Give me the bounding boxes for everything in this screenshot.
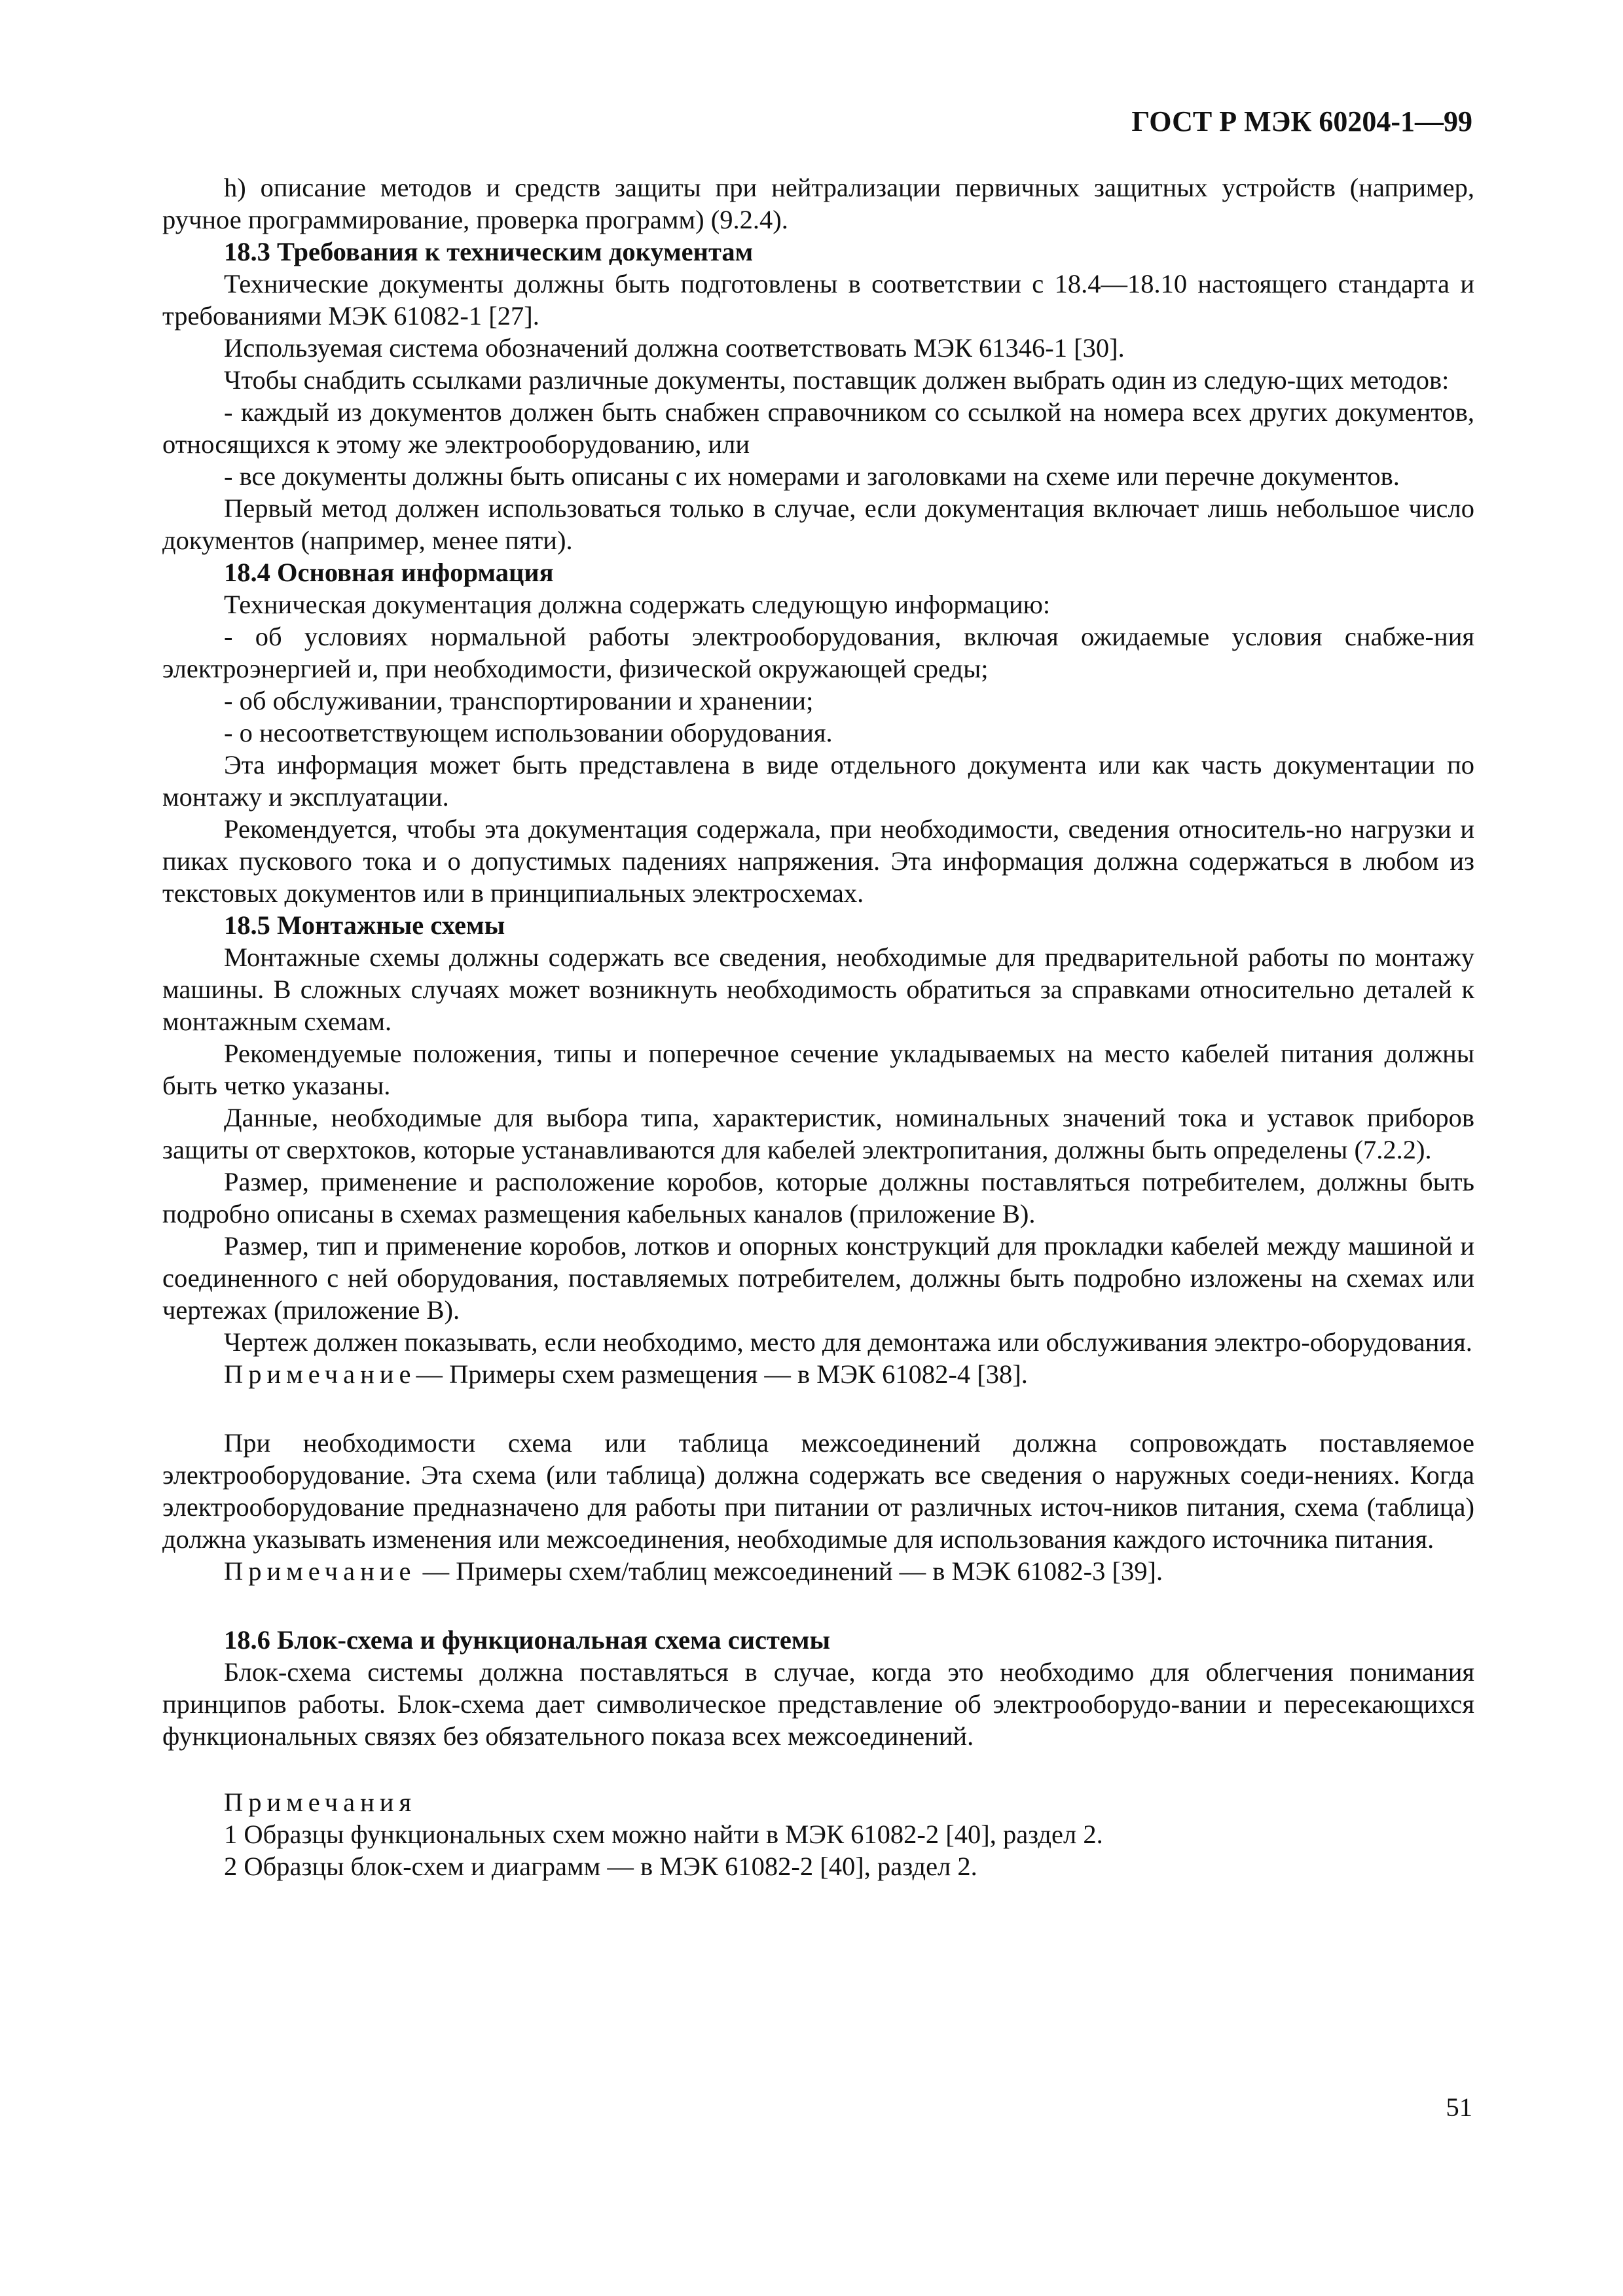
paragraph: Первый метод должен использоваться только в случае, если документация включает лишь небольшое число документов (например, менее пяти).: [162, 493, 1474, 555]
section-heading: 18.5 Монтажные схемы: [224, 910, 505, 940]
spacer: [162, 1587, 1474, 1624]
paragraph: Эта информация может быть представлена в виде отдельного документа или как часть документации по монтажу и эксплуатации.: [162, 750, 1474, 812]
document-body: [162, 171, 1474, 1882]
spacer: [162, 1390, 1474, 1427]
paragraph: Блок-схема системы должна поставляться в случае, когда это необходимо для облегчения понимания принципов работы. Блок-схема дает символическое представление об электрооборудо-вании и пересекающихся функциональных связях без обязательного показа всех межсоединений.: [162, 1657, 1474, 1751]
paragraph: Монтажные схемы должны содержать все сведения, необходимые для предварительной работы по монтажу машины. В сложных случаях может возникнуть необходимость обратиться за справками относительно деталей к монтажным схемам.: [162, 942, 1474, 1036]
paragraph: - каждый из документов должен быть снабжен справочником со ссылкой на номера всех других документов, относящихся к этому же электрооборудованию, или: [162, 397, 1474, 459]
paragraph: Технические документы должны быть подготовлены в соответствии с 18.4—18.10 настоящего стандарта и требованиями МЭК 61082-1 [27].: [162, 269, 1474, 331]
paragraph: Используемая система обозначений должна соответствовать МЭК 61346-1 [30].: [224, 333, 1125, 363]
paragraph: Рекомендуется, чтобы эта документация содержала, при необходимости, сведения относитель-но нагрузки и пиках пускового тока и о допустимых падениях напряжения. Эта информация должна содержаться в любом из текстовых документов или в принципиальных электросхемах.: [162, 814, 1474, 908]
note-text: — Примеры схем размещения — в МЭК 61082-4 [38].: [416, 1359, 1028, 1389]
paragraph: Размер, применение и расположение коробов, которые должны поставляться потребителем, должны быть подробно описаны в схемах размещения кабельных каналов (приложение В).: [162, 1167, 1474, 1229]
section-heading: 18.4 Основная информация: [224, 558, 554, 587]
paragraph: При необходимости схема или таблица межсоединений должна сопровождать поставляемое электрооборудование. Эта схема (или таблица) должна содержать все сведения о наружных соеди-нениях. Когда электрооборудование предназначено для работы при питании от различных источ-ников питания, схема (таблица) должна указывать изменения или межсоединения, необходимые для использования каждого источника питания.: [162, 1428, 1474, 1554]
paragraph: - об условиях нормальной работы электрооборудования, включая ожидаемые условия снабже-ния электроэнергией и, при необходимости, физической окружающей среды;: [162, 622, 1474, 683]
paragraph: Техническая документация должна содержать следующую информацию:: [224, 590, 1051, 619]
paragraph: Данные, необходимые для выбора типа, характеристик, номинальных значений тока и уставок приборов защиты от сверхтоков, которые устанавливаются для кабелей электропитания, должны быть определены (7.2.2).: [162, 1103, 1474, 1164]
note: [162, 1358, 1474, 1390]
paragraph: Чертеж должен показывать, если необходимо, место для демонтажа или обслуживания электро-оборудования.: [224, 1327, 1472, 1357]
section-heading: 18.6 Блок-схема и функциональная схема системы: [224, 1625, 831, 1655]
paragraph: h) описание методов и средств защиты при нейтрализации первичных защитных устройств (например, ручное программирование, проверка программ) (9.2.4).: [162, 173, 1474, 234]
note-item: 1 Образцы функциональных схем можно найти в МЭК 61082-2 [40], раздел 2.: [224, 1820, 1103, 1849]
note-label: Примечание: [224, 1556, 416, 1586]
paragraph: Размер, тип и применение коробов, лотков и опорных конструкций для прокладки кабелей между машиной и соединенного с ней оборудования, поставляемых потребителем, должны быть подробно изложены на схемах или чертежах (приложение В).: [162, 1231, 1474, 1325]
document-header: ГОСТ Р МЭК 60204-1—99: [1131, 105, 1472, 137]
note-item: 2 Образцы блок-схем и диаграмм — в МЭК 61082-2 [40], раздел 2.: [224, 1852, 977, 1881]
note-text: — Примеры схем/таблиц межсоединений — в МЭК 61082-3 [39].: [416, 1556, 1163, 1586]
note-label: Примечание: [224, 1359, 416, 1389]
note: [162, 1555, 1474, 1587]
paragraph: Чтобы снабдить ссылками различные документы, поставщик должен выбрать один из следую-щих методов:: [224, 365, 1450, 395]
paragraph: Рекомендуемые положения, типы и поперечное сечение укладываемых на место кабелей питания должны быть четко указаны.: [162, 1039, 1474, 1100]
paragraph: - о несоответствующем использовании оборудования.: [224, 718, 833, 747]
paragraph: - об обслуживании, транспортировании и хранении;: [224, 686, 814, 715]
notes-heading: Примечания: [224, 1787, 417, 1817]
page-number: 51: [1446, 2092, 1472, 2122]
paragraph: - все документы должны быть описаны с их номерами и заголовками на схеме или перечне документов.: [224, 461, 1400, 491]
section-heading: 18.3 Требования к техническим документам: [224, 237, 754, 266]
